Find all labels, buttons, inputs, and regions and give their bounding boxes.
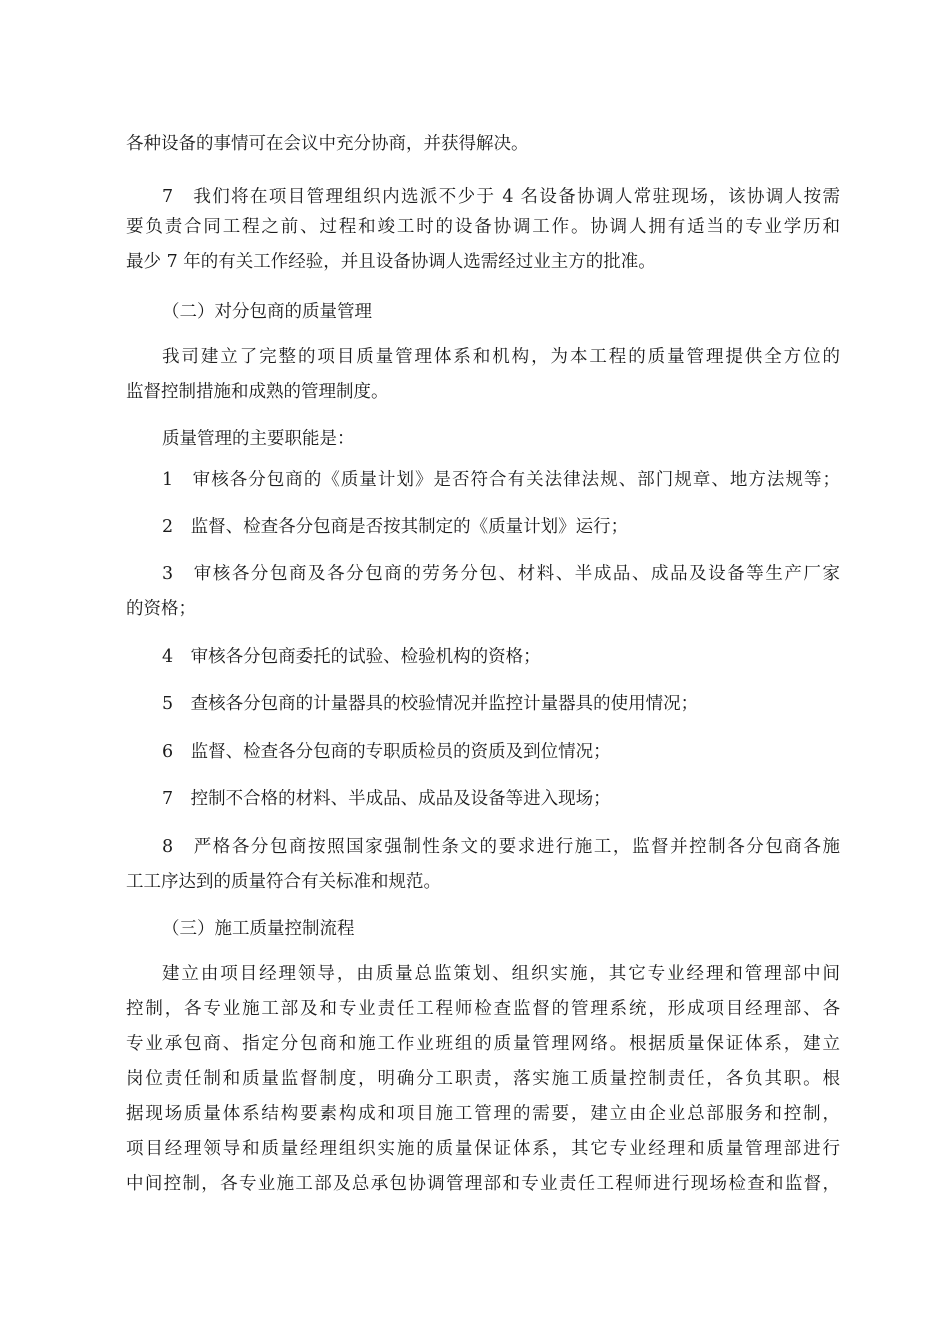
paragraph-line-8: 质量管理的主要职能是：	[162, 429, 355, 449]
paragraph-line-20: 建立由项目经理领导，由质量总监策划、组织实施，其它专业经理和管理部中间	[162, 964, 840, 984]
paragraph-line-21: 控制，各专业施工部及和专业责任工程师检查监督的管理系统，形成项目经理部、各	[126, 999, 840, 1019]
list-item-8: 8 严格各分包商按照国家强制性条文的要求进行施工，监督并控制各分包商各施	[162, 837, 840, 857]
paragraph-line-6: 我司建立了完整的项目质量管理体系和机构，为本工程的质量管理提供全方位的	[162, 347, 840, 367]
list-item-6: 6 监督、检查各分包商的专职质检员的资质及到位情况；	[162, 742, 611, 762]
list-item-2: 2 监督、检查各分包商是否按其制定的《质量计划》运行；	[162, 517, 629, 537]
list-item-1: 1 审核各分包商的《质量计划》是否符合有关法律法规、部门规章、地方法规等；	[162, 470, 840, 490]
list-item-3: 3 审核各分包商及各分包商的劳务分包、材料、半成品、成品及设备等生产厂家	[162, 564, 840, 584]
list-item-5: 5 查核各分包商的计量器具的校验情况并监控计量器具的使用情况；	[162, 694, 699, 714]
list-item-3-cont: 的资格；	[126, 599, 196, 619]
list-item-7: 7 控制不合格的材料、半成品、成品及设备等进入现场；	[162, 789, 611, 809]
paragraph-line-1: 各种设备的事情可在会议中充分协商，并获得解决。	[126, 134, 529, 154]
paragraph-line-26: 中间控制，各专业施工部及总承包协调管理部和专业责任工程师进行现场检查和监督，	[126, 1174, 840, 1194]
list-item-8-cont: 工工序达到的质量符合有关标准和规范。	[126, 872, 441, 892]
paragraph-line-2: 7 我们将在项目管理组织内选派不少于 4 名设备协调人常驻现场，该协调人按需	[162, 187, 840, 207]
list-item-4: 4 审核各分包商委托的试验、检验机构的资格；	[162, 647, 541, 667]
section-heading-3: （三）施工质量控制流程	[162, 919, 355, 939]
paragraph-line-3: 要负责合同工程之前、过程和竣工时的设备协调工作。协调人拥有适当的专业学历和	[126, 217, 840, 237]
section-heading-2: （二）对分包商的质量管理	[162, 302, 372, 322]
paragraph-line-23: 岗位责任制和质量监督制度，明确分工职责，落实施工质量控制责任，各负其职。根	[126, 1069, 840, 1089]
paragraph-line-7: 监督控制措施和成熟的管理制度。	[126, 382, 389, 402]
paragraph-line-24: 据现场质量体系结构要素构成和项目施工管理的需要，建立由企业总部服务和控制，	[126, 1104, 840, 1124]
paragraph-line-25: 项目经理领导和质量经理组织实施的质量保证体系，其它专业经理和质量管理部进行	[126, 1139, 840, 1159]
paragraph-line-22: 专业承包商、指定分包商和施工作业班组的质量管理网络。根据质量保证体系，建立	[126, 1034, 840, 1054]
paragraph-line-4: 最少 7 年的有关工作经验，并且设备协调人选需经过业主方的批准。	[126, 252, 656, 272]
